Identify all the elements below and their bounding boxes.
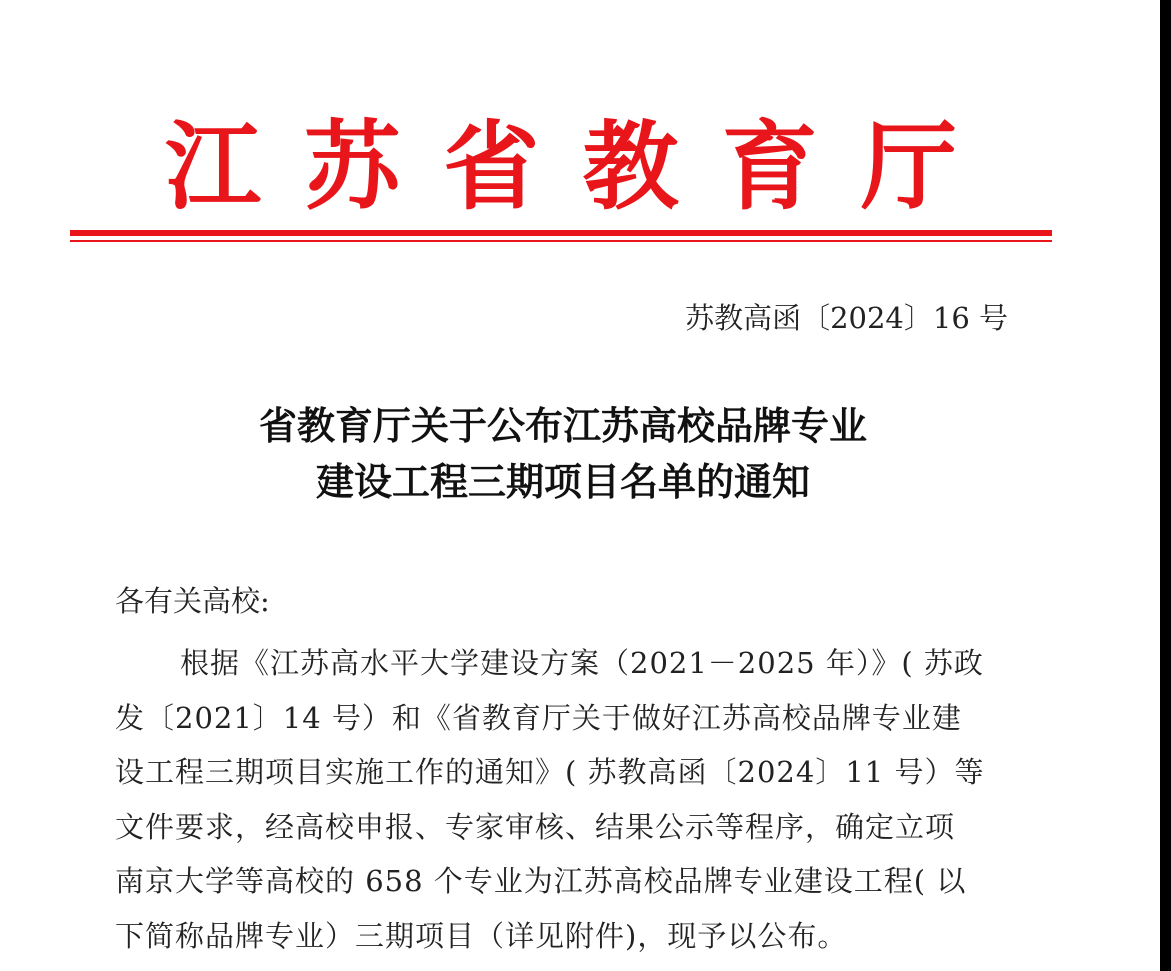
salutation: 各有关高校: [115,584,270,618]
body-line: 下简称品牌专业）三期项目（详见附件)，现予以公布。 [115,918,848,953]
masthead-title [70,112,1052,222]
body-line: 发〔2021〕14 号）和《省教育厅关于做好江苏高校品牌专业建 [115,700,962,735]
document-title [0,398,1126,510]
masthead-char: 苏 [304,110,401,223]
masthead-char: 教 [582,110,679,223]
document-title-line-1: 省教育厅关于公布江苏高校品牌专业 [258,404,867,448]
body-line: 设工程三期项目实施工作的通知》( 苏教高函〔2024〕11 号）等 [115,755,985,789]
document-title-line-2: 建设工程三期项目名单的通知 [315,460,810,504]
masthead-char: 省 [443,110,540,223]
masthead-char: 厅 [860,110,957,223]
masthead-rule-thin [70,240,1052,242]
document-number: 苏教高函〔2024〕16 号 [685,301,1008,335]
body-line: 南京大学等高校的 658 个专业为江苏高校品牌专业建设工程( 以 [115,864,967,898]
masthead-rule-thick [70,230,1052,236]
body-line: 文件要求，经高校申报、专家审核、结果公示等程序，确定立项 [115,809,956,844]
masthead-char: 育 [721,110,818,223]
body-line: 根据《江苏高水平大学建设方案（2021－2025 年）》( 苏政 [180,646,984,680]
masthead-char: 江 [165,110,261,223]
page-edge-border [1160,0,1171,971]
body-paragraph [115,636,1015,963]
